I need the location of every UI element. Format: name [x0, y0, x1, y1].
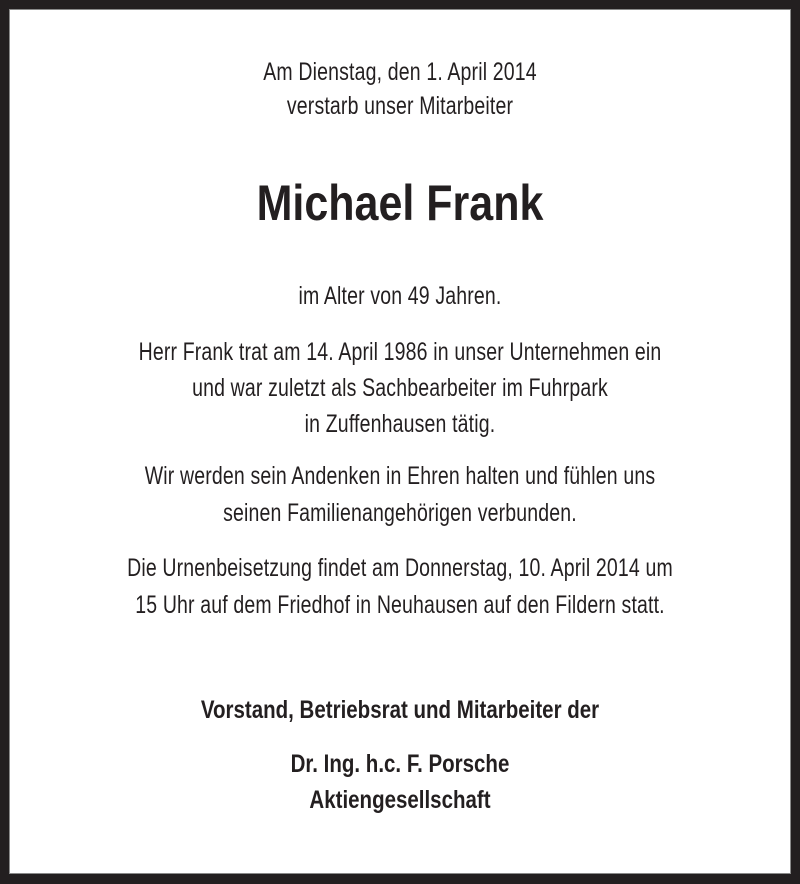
- intro-line-2: verstarb unser Mitarbeiter: [286, 92, 514, 120]
- condolence-line-2: seinen Familienangehörigen verbunden.: [223, 499, 577, 527]
- career-line-1: Herr Frank trat am 14. April 1986 in unser Unternehmen ein: [138, 338, 662, 366]
- funeral-line-1: Die Urnenbeisetzung findet am Donnerstag, 10. April 2014 um: [127, 554, 673, 582]
- age-line: im Alter von 49 Jahren.: [298, 282, 502, 310]
- funeral-line-2: 15 Uhr auf dem Friedhof in Neuhausen auf den Fildern statt.: [135, 591, 665, 619]
- condolence-line-1: Wir werden sein Andenken in Ehren halten und fühlen uns: [144, 462, 656, 490]
- deceased-name: Michael Frank: [256, 175, 544, 231]
- company-line-1: Dr. Ing. h.c. F. Porsche: [290, 750, 510, 778]
- career-line-2: und war zuletzt als Sachbearbeiter im Fuhrpark: [192, 374, 608, 402]
- intro-line-1: Am Dienstag, den 1. April 2014: [263, 58, 537, 86]
- company-line-2: Aktiengesellschaft: [309, 786, 491, 814]
- signature-line: Vorstand, Betriebsrat und Mitarbeiter der: [200, 696, 600, 724]
- career-line-3: in Zuffenhausen tätig.: [304, 410, 496, 438]
- notice-panel: [9, 9, 791, 874]
